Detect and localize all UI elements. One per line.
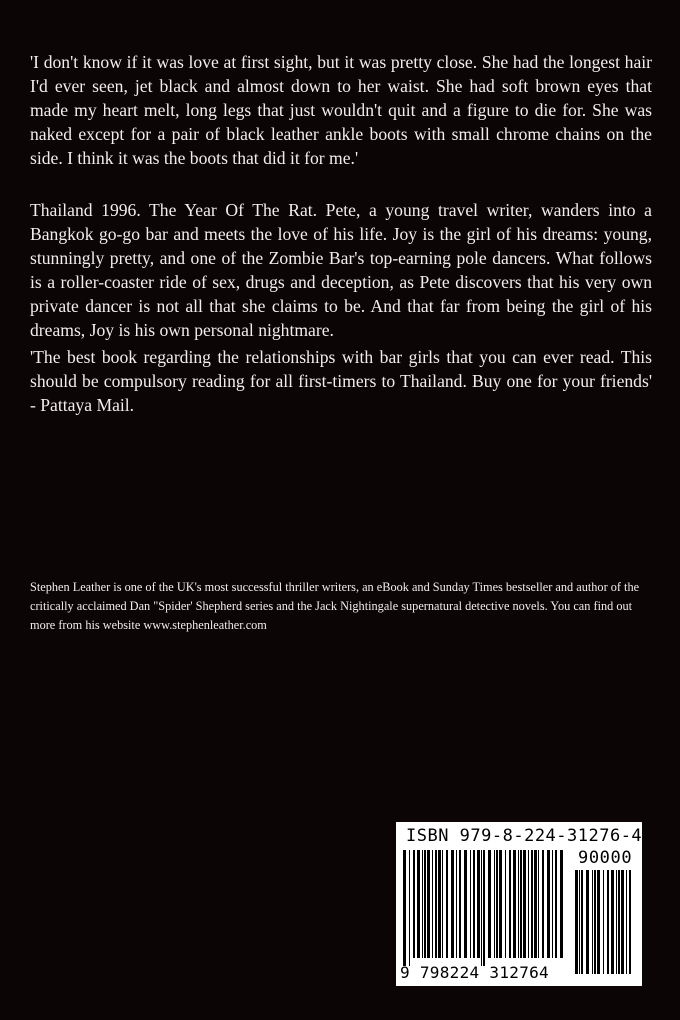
barcode-bar xyxy=(547,850,550,958)
barcode-bar xyxy=(451,850,454,958)
barcode-bar xyxy=(618,870,620,974)
barcode-bar xyxy=(459,850,461,958)
barcode-bar xyxy=(523,850,526,958)
barcode-bar xyxy=(488,850,491,958)
barcode-bar xyxy=(417,850,420,958)
barcode-bar xyxy=(579,870,580,974)
barcode-bar xyxy=(481,850,482,966)
barcode-bar xyxy=(581,870,583,974)
barcode-bar xyxy=(538,850,539,958)
barcode-bar xyxy=(534,850,537,958)
barcode-bar xyxy=(528,850,529,958)
barcode-bar xyxy=(555,850,557,958)
barcode-bar xyxy=(542,850,544,958)
author-bio: Stephen Leather is one of the UK's most successful thriller writers, an eBook and Sunday Times bestseller and author of the critically acclaimed Dan "Spider' Shepherd series and the Jack Nightingale supernatural detective novels. You can find out more from his website www.stephenleather.com xyxy=(30,580,640,632)
barcode-bar xyxy=(586,870,589,974)
addon-barcode-bars xyxy=(574,870,634,982)
barcode-bar xyxy=(473,850,475,958)
barcode-bar xyxy=(597,870,600,974)
barcode-bar xyxy=(456,850,457,958)
barcode-bar xyxy=(496,850,498,958)
barcode-bar xyxy=(403,850,406,966)
barcode-bar xyxy=(626,870,627,974)
barcode-bar xyxy=(424,850,426,958)
barcode-bar xyxy=(413,850,415,958)
barcode-bar xyxy=(442,850,443,958)
barcode-bar xyxy=(464,850,467,958)
barcode-bar xyxy=(594,870,596,974)
barcode-bar xyxy=(531,850,533,958)
barcode-bar xyxy=(470,850,471,958)
price-code: 90000 xyxy=(578,848,633,868)
barcode-bar xyxy=(509,850,511,958)
barcode-bar xyxy=(592,870,593,974)
barcode-bar xyxy=(518,850,519,958)
barcode-bar xyxy=(520,850,522,958)
barcode-bar xyxy=(513,850,516,958)
isbn-label: ISBN 979-8-224-31276-4 xyxy=(406,826,643,846)
barcode-bar xyxy=(616,870,617,974)
barcode-bar xyxy=(499,850,502,958)
barcode-bar xyxy=(552,850,553,958)
barcode-bar xyxy=(621,870,624,974)
ean-barcode-bars xyxy=(402,850,566,966)
synopsis: Thailand 1996. The Year Of The Rat. Pete, a young travel writer, wanders into a Bangkok go-go bar and meets the love of his life. Joy is the girl of his dreams: young, stunningly pretty, and one of the Zombie Bar's top-earning pole dancers. What follows is a roller-coaster ride of sex, drugs and deception, as Pete discovers that his very own private dancer is not all that she claims to be. And that far from being the girl of his dreams, Joy is his own personal nightmare. xyxy=(30,200,652,340)
barcode-bar xyxy=(432,850,433,958)
ean-digits: 9 798224 312764 xyxy=(400,963,549,982)
barcode-bar xyxy=(446,850,448,958)
barcode-bar xyxy=(560,850,563,958)
barcode-bar xyxy=(438,850,441,958)
review-quote: 'The best book regarding the relationships with bar girls that you can ever read. This should be compulsory reading for all first-timers to Thailand. Buy one for your friends' - Pattaya Mail. xyxy=(30,347,652,415)
isbn-barcode xyxy=(396,822,642,986)
barcode-bar xyxy=(427,850,430,958)
barcode-bar xyxy=(611,870,614,974)
barcode-bar xyxy=(575,870,578,974)
barcode-bar xyxy=(607,870,609,974)
barcode-bar xyxy=(603,870,604,974)
barcode-bar xyxy=(483,850,485,966)
barcode-bar xyxy=(422,850,423,958)
barcode-bar xyxy=(629,870,631,974)
barcode-bar xyxy=(477,850,480,958)
barcode-bar xyxy=(435,850,437,958)
barcode-bar xyxy=(505,850,506,958)
barcode-bar xyxy=(409,850,410,966)
barcode-bar xyxy=(494,850,495,958)
excerpt-quote: 'I don't know if it was love at first sight, but it was pretty close. She had the longest hair I'd ever seen, jet black and almost down to her waist. She had soft brown eyes that made my heart melt, long legs that just wouldn't quit and a figure to die for. She was naked except for a pair of black leather ankle boots with small chrome chains on the side. I think it was the boots that did it for me.' xyxy=(30,52,652,168)
